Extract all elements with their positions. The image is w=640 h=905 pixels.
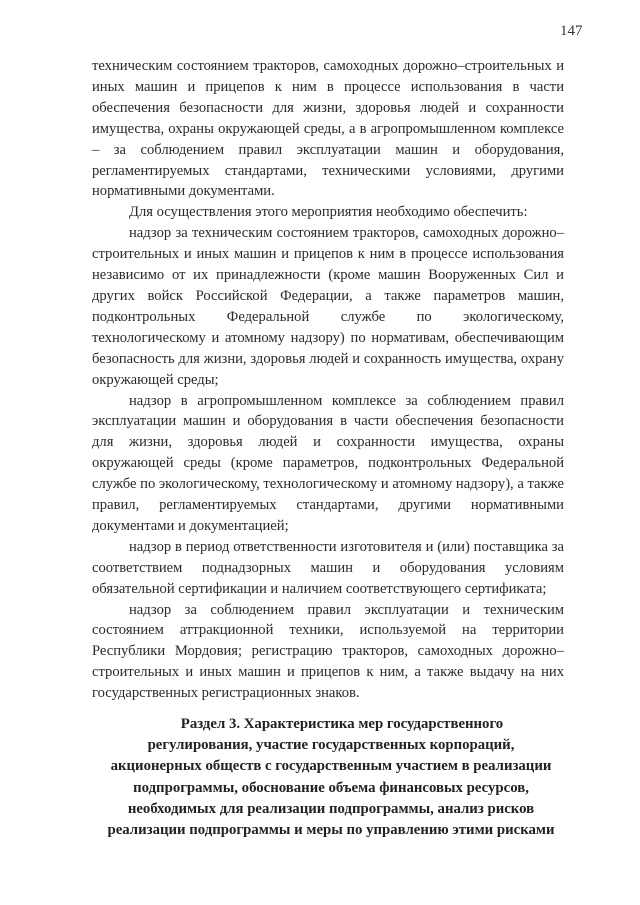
section-heading-line: регулирования, участие государственных корпораций, [147,737,515,754]
section-heading-line: акционерных обществ с государственным участием в реализации [110,758,552,775]
section-heading-line: необходимых для реализации подпрограммы, анализ рисков [127,800,535,817]
paragraph-continuation: техническим состоянием тракторов, самоходных дорожно–строительных и иных машин и прицепов к ним в процессе использования в части обеспечения безопасности для жизни, здоровья людей и сохранности имущества, охраны окружающей среды, а в агропромышленном комплексе – за соблюдением правил эксплуатации машин и оборудования, регламентируемых стандартами, техническими условиями, другими нормативными документами. [92,58,564,200]
body-text [92,56,564,704]
section-heading-line: реализации подпрограммы и меры по управлению этими рисками [107,822,555,839]
paragraph-item-technical-supervision: надзор за техническим состоянием тракторов, самоходных дорожно–строительных и иных машин и прицепов к ним в процессе использования независимо от их принадлежности (кроме машин Вооруженных Сил и других войск Российской Федерации, а также параметров машин, подконтрольных Федеральной службе по экологическому, технологическому и атомному надзору) по нормативам, обеспечивающим безопасность для жизни, здоровья людей и сохранность имущества, охрану окружающей среды; [92,225,564,388]
paragraph-intro: Для осуществления этого мероприятия необходимо обеспечить: [129,204,528,221]
section-heading-line: подпрограммы, обоснование объема финансовых ресурсов, [133,779,529,796]
section-heading-line: Раздел 3. Характеристика мер государственного [180,716,504,732]
section-heading [96,714,566,841]
paragraph-item-attraction-supervision: надзор за соблюдением правил эксплуатации и техническим состоянием аттракционной техники, используемой на территории Республики Мордовия; регистрацию тракторов, самоходных дорожно–строительных и иных машин и прицепов к ним, а также выдачу на них государственных регистрационных знаков. [92,601,564,702]
paragraph-item-agro-supervision: надзор в агропромышленном комплексе за соблюдением правил эксплуатации машин и оборудования в части обеспечения безопасности для жизни, здоровья людей и сохранности имущества, охраны окружающей среды (кроме параметров, подконтрольных Федеральной службе по экологическому, технологическому и атомному надзору), а также правил, регламентируемых стандартами, другими нормативными документами и документацией; [92,392,564,534]
paragraph-item-certification-supervision: надзор в период ответственности изготовителя и (или) поставщика за соответствием поднадзорных машин и оборудования условиям обязательной сертификации и наличием соответствующего сертификата; [92,538,564,597]
page-number: 147 [560,23,583,39]
